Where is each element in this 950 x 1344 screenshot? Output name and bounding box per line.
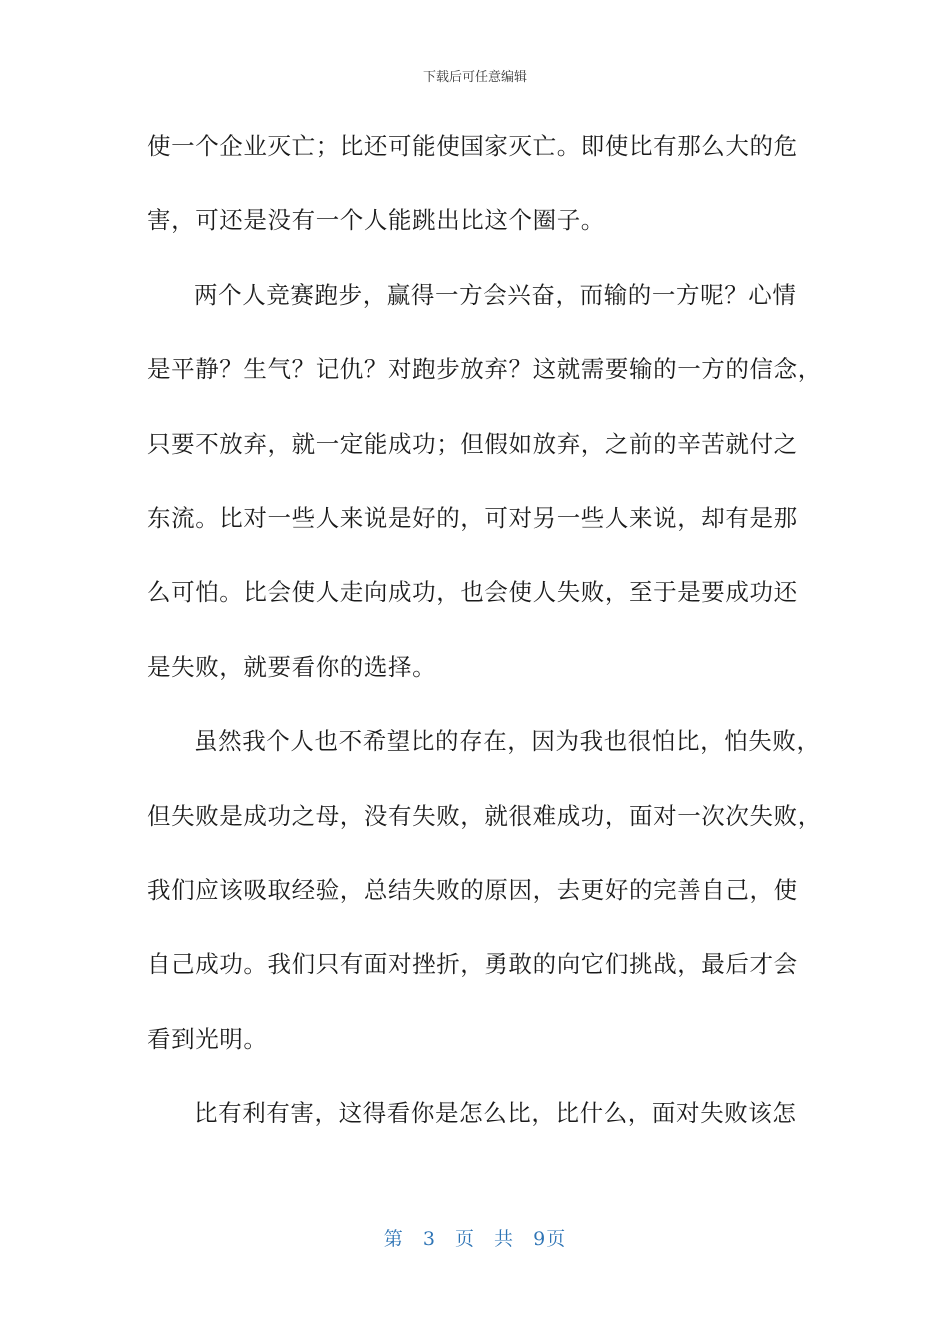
document-body <box>147 119 822 1160</box>
paragraph-start-line: 虽然我个人也不希望比的存在，因为我也很怕比，怕失败， <box>194 727 821 756</box>
text-line: 使一个企业灭亡；比还可能使国家灭亡。即使比有那么大的危 <box>147 132 798 160</box>
text-line: 自己成功。我们只有面对挫折，勇敢的向它们挑战，最后才会 <box>147 950 798 979</box>
text-line: 是平静？生气？记仇？对跑步放弃？这就需要输的一方的信念， <box>147 355 822 384</box>
footer-page-label: 第 <box>383 1228 404 1250</box>
footer-total-label: 共 <box>494 1228 515 1250</box>
footer-page-unit: 页 <box>454 1228 475 1250</box>
paragraph-start-line: 比有利有害，这得看你是怎么比，比什么，面对失败该怎 <box>194 1099 797 1128</box>
text-line: 是失败，就要看你的选择。 <box>147 652 437 681</box>
page-footer <box>0 1224 950 1251</box>
text-line: 看到光明。 <box>147 1024 268 1053</box>
text-line: 但失败是成功之母，没有失败，就很难成功，面对一次次失败， <box>147 801 822 830</box>
text-line: 东流。比对一些人来说是好的，可对另一些人来说，却有是那 <box>147 503 798 532</box>
paragraph-start-line: 两个人竞赛跑步，赢得一方会兴奋，而输的一方呢？心情 <box>194 280 797 309</box>
text-line: 我们应该吸取经验，总结失败的原因，去更好的完善自己，使 <box>147 875 798 904</box>
footer-total-pages: 9页 <box>533 1228 567 1250</box>
text-line: 只要不放弃，就一定能成功；但假如放弃，之前的辛苦就付之 <box>147 429 798 458</box>
page-header: 下载后可任意编辑 <box>422 70 527 85</box>
text-line: 么可怕。比会使人走向成功，也会使人失败，至于是要成功还 <box>147 578 798 607</box>
text-line: 害，可还是没有一个人能跳出比这个圈子。 <box>147 206 605 235</box>
footer-current-page: 3 <box>422 1228 436 1250</box>
